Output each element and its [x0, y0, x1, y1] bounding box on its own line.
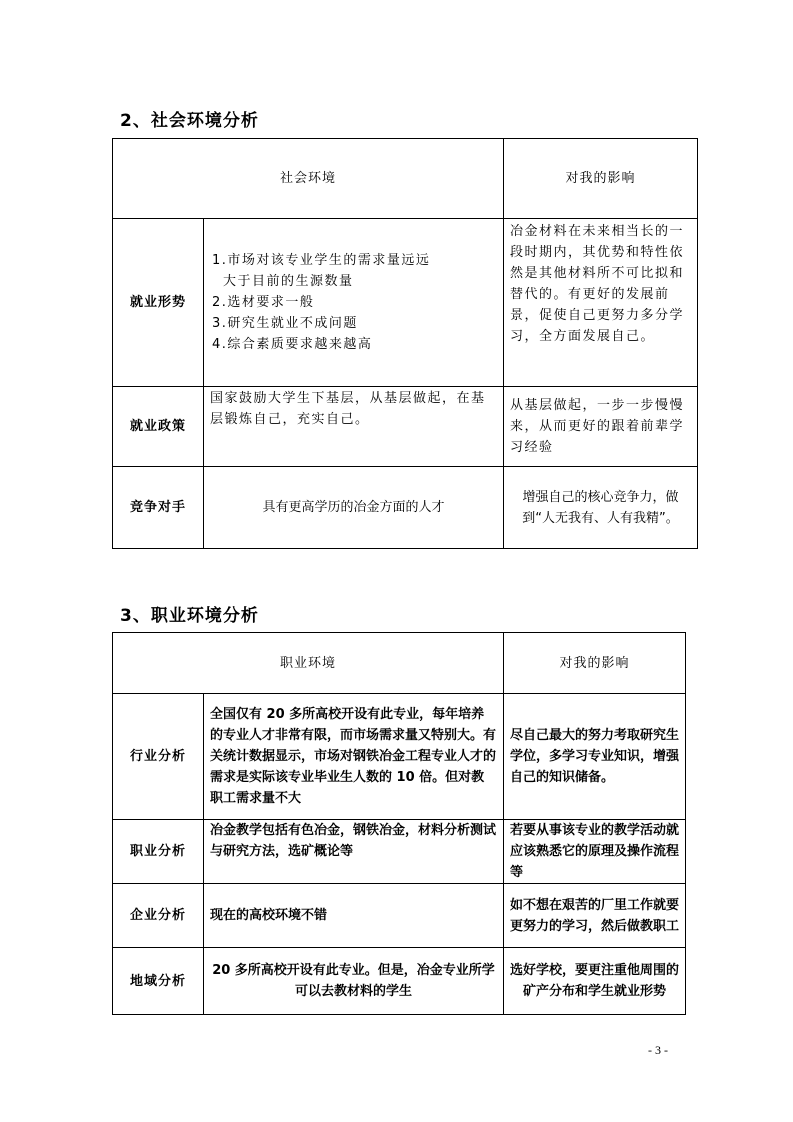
row-label-employment-policy: 就业政策	[113, 387, 204, 467]
impact-text: 选好学校，要更注重他周围的矿产分布和学生就业形势	[510, 963, 680, 999]
employment-policy-content	[204, 387, 504, 467]
list-item: 2.选材要求一般	[212, 295, 315, 310]
page-number: - 3 -	[648, 1043, 668, 1057]
regional-analysis-content	[204, 948, 504, 1015]
list-item: 1.市场对该专业学生的需求量远远	[212, 253, 431, 268]
competitors-content	[204, 467, 504, 549]
content-text: 国家鼓励大学生下基层，从基层做起，在基层锻炼自己，充实自己。	[210, 391, 486, 427]
header-impact-on-me: 对我的影响	[504, 633, 686, 694]
table-row	[113, 219, 698, 387]
impact-text: 若要从事该专业的教学活动就应该熟悉它的原理及操作流程等	[510, 823, 680, 880]
table-header-row	[113, 633, 686, 694]
impact-text: 尽自己最大的努力考取研究生学位，多学习专业知识，增强自己的知识储备。	[510, 728, 680, 785]
content-text: 具有更高学历的冶金方面的人才	[262, 500, 445, 515]
enterprise-analysis-content	[204, 884, 504, 948]
career-environment-table	[112, 632, 686, 1015]
table-row	[113, 467, 698, 549]
row-label-enterprise-analysis: 企业分析	[113, 884, 204, 948]
table-row	[113, 387, 698, 467]
regional-analysis-impact	[504, 948, 686, 1015]
list-item: 大于目前的生源数量	[223, 274, 354, 289]
header-career-environment: 职业环境	[113, 633, 504, 694]
row-label-competitors: 竞争对手	[113, 467, 204, 549]
career-analysis-impact	[504, 820, 686, 884]
row-label-employment-situation: 就业形势	[113, 219, 204, 387]
table-header-row	[113, 139, 698, 219]
list-item: 3.研究生就业不成问题	[212, 316, 358, 331]
table-row	[113, 694, 686, 820]
section-2-title: 2、社会环境分析	[120, 111, 259, 131]
competitors-impact	[504, 467, 698, 549]
header-social-environment: 社会环境	[113, 139, 504, 219]
employment-policy-impact	[504, 387, 698, 467]
content-text: 20 多所高校开设有此专业。但是，冶金专业所学可以去教材料的学生	[212, 963, 495, 999]
row-label-industry-analysis: 行业分析	[113, 694, 204, 820]
employment-situation-impact	[504, 219, 698, 387]
employment-situation-content	[204, 219, 504, 387]
content-text: 现在的高校环境不错	[210, 908, 328, 923]
industry-analysis-content	[204, 694, 504, 820]
table-row	[113, 820, 686, 884]
career-analysis-content	[204, 820, 504, 884]
section-3-title: 3、职业环境分析	[120, 606, 259, 626]
content-text: 冶金教学包括有色冶金，钢铁冶金，材料分析测试与研究方法，选矿概论等	[210, 823, 497, 859]
table-row	[113, 948, 686, 1015]
content-text: 全国仅有 20 多所高校开设有此专业，每年培养的专业人才非常有限，而市场需求量又特别大。有关统计数据显示，市场对钢铁冶金工程专业人才的需求是实际该专业毕业生人数的 10 倍。但对教职工需求量不大	[210, 707, 497, 806]
impact-text: 如不想在艰苦的厂里工作就要更努力的学习，然后做教职工	[510, 897, 680, 934]
row-label-career-analysis: 职业分析	[113, 820, 204, 884]
table-row	[113, 884, 686, 948]
social-environment-table	[112, 138, 698, 549]
list-item: 4.综合素质要求越来越高	[212, 337, 373, 352]
industry-analysis-impact	[504, 694, 686, 820]
impact-text: 冶金材料在未来相当长的一段时期内，其优势和特性依然是其他材料所不可比拟和替代的。有更好的发展前景，促使自己更努力多分学习，全方面发展自己。	[510, 224, 685, 344]
row-label-regional-analysis: 地域分析	[113, 948, 204, 1015]
impact-text: 增强自己的核心竞争力，做到“人无我有、人有我精”。	[522, 489, 679, 526]
impact-text: 从基层做起，一步一步慢慢来，从而更好的跟着前辈学习经验	[510, 398, 685, 455]
header-impact-on-me: 对我的影响	[504, 139, 698, 219]
enterprise-analysis-impact	[504, 884, 686, 948]
